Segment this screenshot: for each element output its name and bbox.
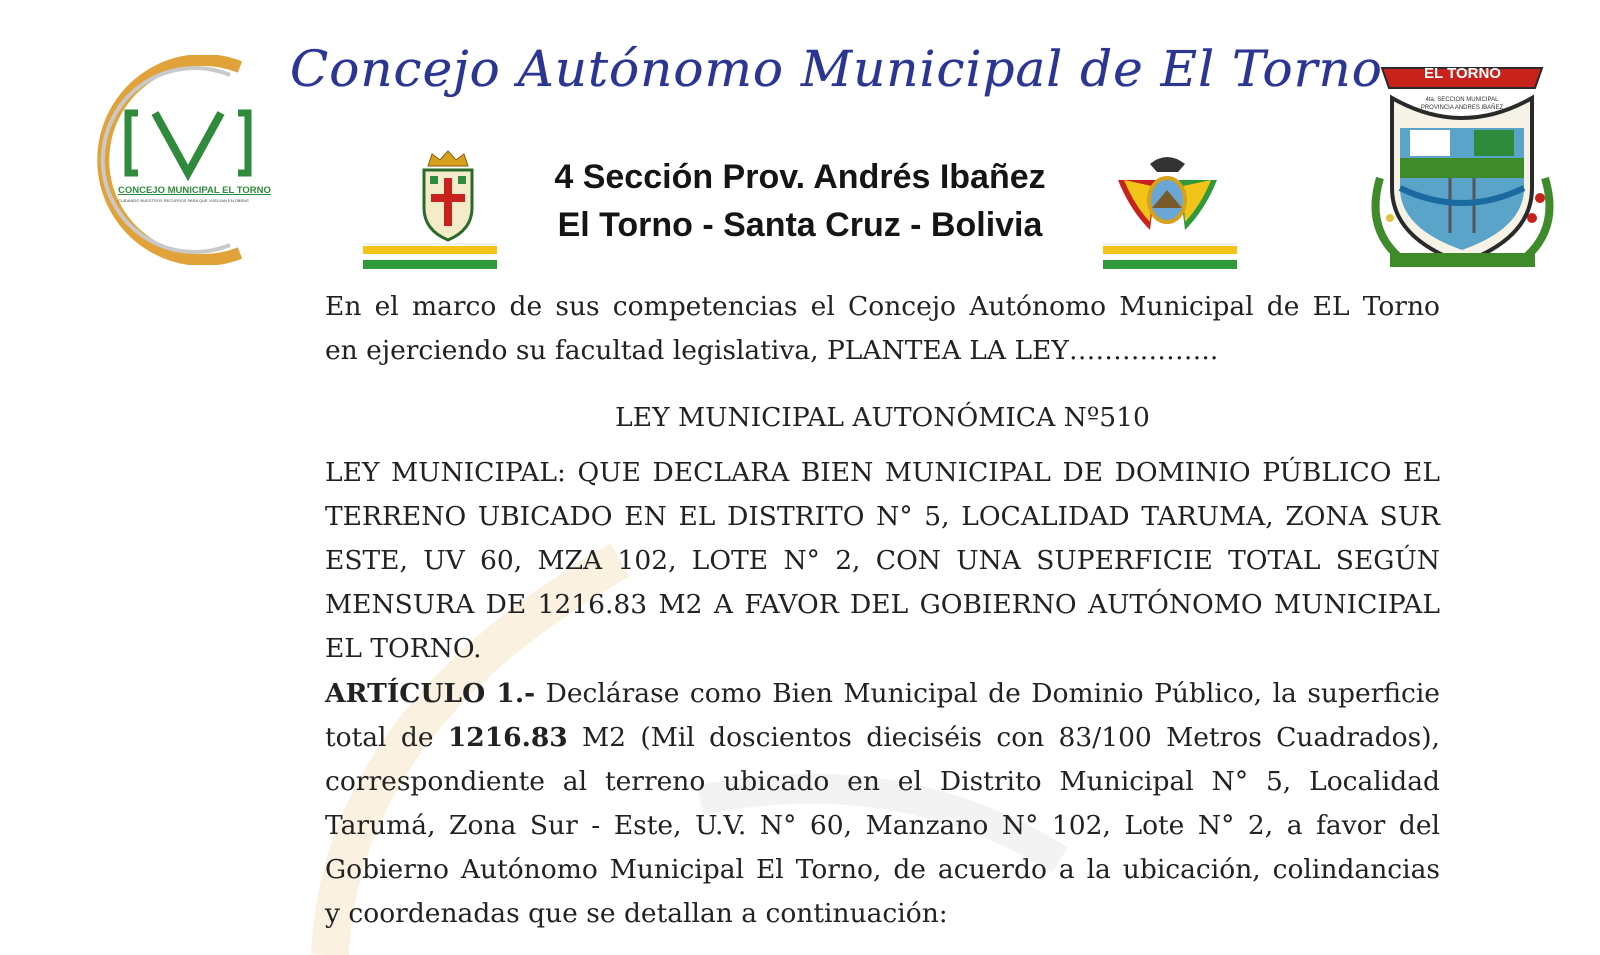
article-1-line: Tarumá, Zona Sur - Este, U.V. N° 60, Manzano N° 102, Lote N° 2, a favor del — [325, 810, 1440, 841]
article-1 — [325, 672, 1440, 936]
law-number: LEY MUNICIPAL AUTONÓMICA Nº510 — [615, 402, 1150, 433]
concejo-logo — [70, 55, 270, 265]
article-1-line — [325, 716, 1440, 760]
flag-stripe-right — [1103, 243, 1237, 273]
intro-line: en ejerciendo su facultad legislativa, PLANTEA LA LEY…………….. — [325, 335, 1219, 366]
intro-paragraph — [325, 285, 1440, 373]
el-torno-seal — [1360, 58, 1565, 273]
article-1-line: y coordenadas que se detallan a continuación: — [325, 898, 948, 929]
law-title-line: LEY MUNICIPAL: QUE DECLARA BIEN MUNICIPAL DE DOMINIO PÚBLICO EL — [325, 457, 1440, 488]
law-title — [325, 451, 1440, 671]
seal-inner-text: 4ta. SECCION MUNICIPAL PROVINCIA ANDRES IBAÑEZ — [1420, 97, 1504, 111]
bolivia-coat-of-arms-icon — [1110, 150, 1225, 242]
flag-stripe-left — [363, 243, 497, 273]
law-title-line: ESTE, UV 60, MZA 102, LOTE N° 2, CON UNA SUPERFICIE TOTAL SEGÚN — [325, 545, 1440, 576]
intro-line: En el marco de sus competencias el Concejo Autónomo Municipal de EL Torno — [325, 291, 1440, 322]
article-1-line: Gobierno Autónomo Municipal El Torno, de acuerdo a la ubicación, colindancias — [325, 854, 1440, 885]
header-subtitle-line1: 4 Sección Prov. Andrés Ibañez — [554, 158, 1046, 196]
article-1-line2-a: total de — [325, 722, 448, 753]
article-1-line: correspondiente al terreno ubicado en el Distrito Municipal N° 5, Localidad — [325, 766, 1440, 797]
header-title: Concejo Autónomo Municipal de El Torno — [290, 40, 1383, 98]
article-1-line2-b: M2 (Mil doscientos dieciséis con 83/100 Metros Cuadrados), — [567, 722, 1440, 753]
header-subtitle-line2: El Torno - Santa Cruz - Bolivia — [557, 206, 1043, 244]
law-title-line: EL TORNO. — [325, 633, 482, 664]
article-1-line — [325, 672, 1440, 716]
law-title-line: MENSURA DE 1216.83 M2 A FAVOR DEL GOBIERNO AUTÓNOMO MUNICIPAL — [325, 589, 1440, 620]
area-value: 1216.83 — [447, 722, 568, 753]
article-1-line1-rest: Declárase como Bien Municipal de Dominio Público, la superficie — [535, 678, 1440, 709]
seal-banner: EL TORNO — [1424, 65, 1501, 82]
logo-name: CONCEJO MUNICIPAL EL TORNO — [118, 185, 271, 196]
law-title-line: TERRENO UBICADO EN EL DISTRITO N° 5, LOCALIDAD TARUMA, ZONA SUR — [325, 501, 1440, 532]
article-1-heading: ARTÍCULO 1.- — [325, 678, 536, 709]
logo-tagline: CUIDANDO NUESTROS RECURSOS PARA QUE VUELVAN EN OBRAS — [118, 198, 249, 203]
